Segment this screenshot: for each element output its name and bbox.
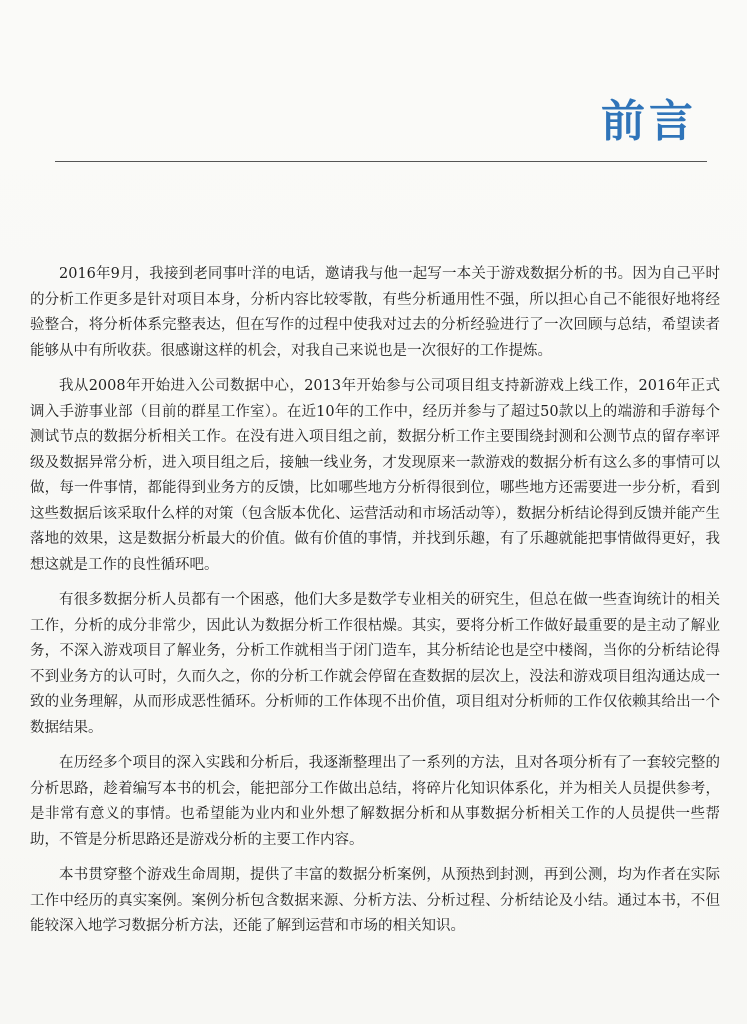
paragraph-5: 本书贯穿整个游戏生命周期，提供了丰富的数据分析案例，从预热到封测，再到公测，均为作者在实际工作中经历的真实案例。案例分析包含数据来源、分析方法、分析过程、分析结论及小结。通过本书，不但能较深入地学习数据分析方法，还能了解到运营和市场的相关知识。 bbox=[30, 867, 720, 934]
chapter-heading: 前言 bbox=[601, 96, 697, 147]
paragraph-2: 我从2008年开始进入公司数据中心，2013年开始参与公司项目组支持新游戏上线工作，2016年正式调入手游事业部（目前的群星工作室）。在近10年的工作中，经历并参与了超过50款以上的端游和手游每个测试节点的数据分析相关工作。在没有进入项目组之前，数据分析工作主要围绕封测和公测节点的留存率评级及数据异常分析，进入项目组之后，接触一线业务，才发现原来一款游戏的数据分析有这么多的事情可以做，每一件事情，都能得到业务方的反馈，比如哪些地方分析得很到位，哪些地方还需要进一步分析，看到这些数据后该采取什么样的对策（包含版本优化、运营活动和市场活动等），数据分析结论得到反馈并能产生落地的效果，这是数据分析最大的价值。做有价值的事情，并找到乐趣，有了乐趣就能把事情做得更好，我想这就是工作的良性循环吧。 bbox=[30, 378, 720, 573]
preface-body bbox=[30, 262, 720, 950]
paragraph-3: 有很多数据分析人员都有一个困惑，他们大多是数学专业相关的研究生，但总在做一些查询统计的相关工作，分析的成分非常少，因此认为数据分析工作很枯燥。其实，要将分析工作做好最重要的是主动了解业务，不深入游戏项目了解业务，分析工作就相当于闭门造车，其分析结论也是空中楼阁，当你的分析结论得不到业务方的认可时，久而久之，你的分析工作就会停留在查数据的层次上，没法和游戏项目组沟通达成一致的业务理解，从而形成恶性循环。分析师的工作体现不出价值，项目组对分析师的工作仅依赖其给出一个数据结果。 bbox=[30, 592, 720, 736]
paragraph-1: 2016年9月，我接到老同事叶洋的电话，邀请我与他一起写一本关于游戏数据分析的书。因为自己平时的分析工作更多是针对项目本身，分析内容比较零散，有些分析通用性不强，所以担心自己不能很好地将经验整合，将分析体系完整表达，但在写作的过程中使我对过去的分析经验进行了一次回顾与总结，希望读者能够从中有所收获。很感谢这样的机会，对我自己来说也是一次很好的工作提炼。 bbox=[30, 266, 720, 359]
heading-rule bbox=[55, 161, 707, 162]
paragraph-4: 在历经多个项目的深入实践和分析后，我逐渐整理出了一系列的方法，且对各项分析有了一套较完整的分析思路，趁着编写本书的机会，能把部分工作做出总结，将碎片化知识体系化，并为相关人员提供参考，是非常有意义的事情。也希望能为业内和业外想了解数据分析和从事数据分析相关工作的人员提供一些帮助，不管是分析思路还是游戏分析的主要工作内容。 bbox=[30, 755, 720, 848]
